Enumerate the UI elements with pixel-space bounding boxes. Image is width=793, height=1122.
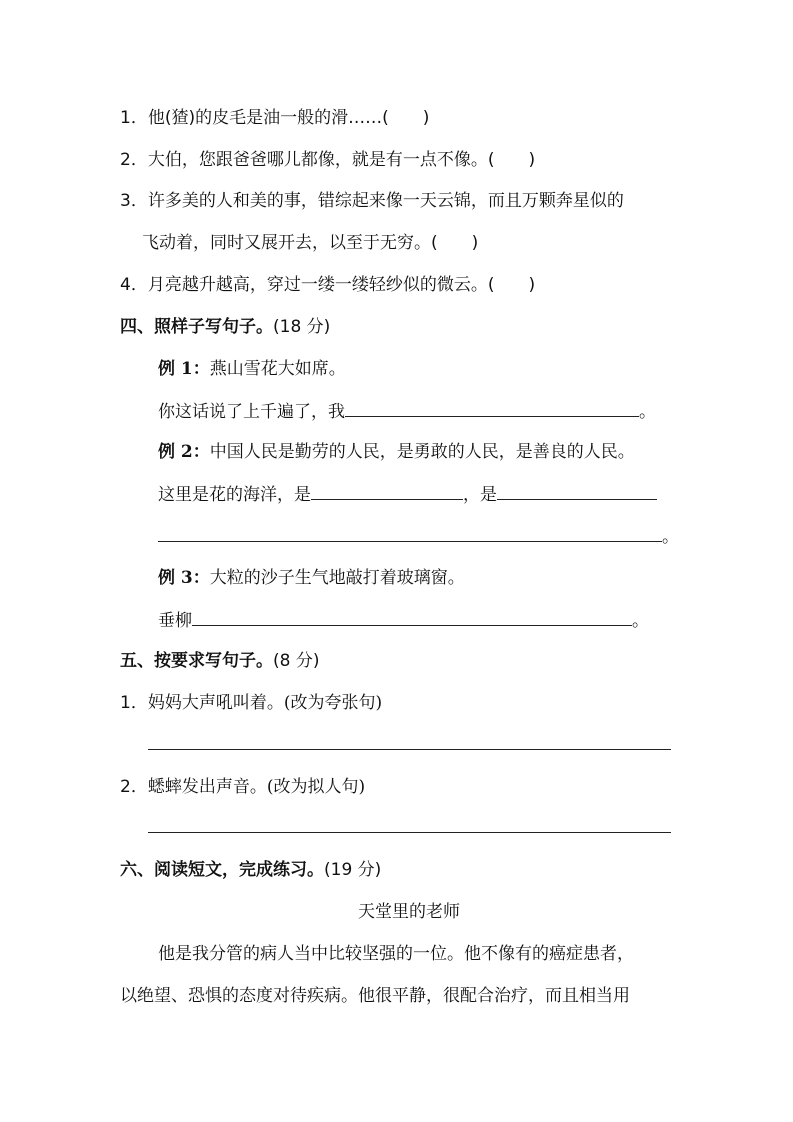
example-label: 例 2： [158, 442, 210, 462]
section-title: 四、照样子写句子。 [120, 317, 273, 337]
exercise-prompt: 你这话说了上千遍了，我 [158, 402, 345, 422]
question-item-3-continuation: 飞动着，同时又展开去，以至于无穷。( ) [142, 233, 479, 253]
section-score: (19 分) [324, 860, 382, 880]
answer-blank[interactable] [158, 524, 662, 542]
example-2 [158, 440, 635, 464]
answer-blank[interactable] [345, 399, 639, 417]
question-text: 许多美的人和美的事，错综起来像一天云锦，而且万颗奔星似的 [147, 191, 624, 211]
section-heading-4 [120, 315, 330, 339]
question-text: 月亮越升越高，穿过一缕一缕轻纱似的微云。( ) [147, 275, 536, 295]
question-number: 1． [120, 693, 148, 713]
question-text: 他(猹)的皮毛是油一般的滑……( ) [147, 108, 430, 128]
section-score: (8 分) [273, 651, 320, 671]
question-number: 3． [120, 191, 148, 211]
question-item-2 [120, 148, 535, 172]
section-score: (18 分) [273, 317, 331, 337]
question-text: 大伯，您跟爸爸哪儿都像，就是有一点不像。( ) [147, 150, 536, 170]
question-text: 妈妈大声吼叫着。 [147, 693, 284, 713]
section-title: 五、按要求写句子。 [120, 651, 273, 671]
period: 。 [639, 402, 656, 422]
question-5-2 [120, 775, 365, 799]
exercise-prompt: 垂柳 [158, 611, 192, 631]
answer-blank[interactable] [192, 608, 632, 626]
question-number: 2． [120, 150, 148, 170]
question-5-1 [120, 691, 382, 715]
exercise-2-continuation [158, 524, 679, 549]
question-item-4 [120, 273, 535, 297]
passage-line-2: 以绝望、恐惧的态度对待疾病。他很平静，很配合治疗，而且相当用 [120, 986, 630, 1006]
question-number: 2． [120, 777, 148, 797]
period: 。 [632, 611, 649, 631]
answer-blank[interactable] [497, 482, 657, 500]
period: 。 [662, 527, 679, 547]
example-label: 例 3： [158, 568, 210, 588]
exercise-prompt: 这里是花的海洋，是 [158, 485, 311, 505]
question-item-1 [120, 106, 429, 130]
answer-line[interactable] [148, 749, 671, 750]
question-hint: (改为夸张句) [283, 693, 383, 713]
section-title: 六、阅读短文，完成练习。 [120, 860, 324, 880]
section-heading-5 [120, 649, 319, 673]
question-hint: (改为拟人句) [266, 777, 366, 797]
section-heading-6 [120, 858, 381, 882]
question-number: 1． [120, 108, 148, 128]
example-label: 例 1： [158, 359, 210, 379]
example-1 [158, 357, 346, 381]
exercise-3 [158, 608, 649, 633]
question-text: 蟋蟀发出声音。 [147, 777, 267, 797]
example-text: 中国人民是勤劳的人民，是勇敢的人民，是善良的人民。 [209, 442, 635, 462]
example-text: 燕山雪花大如席。 [209, 359, 346, 379]
question-item-3 [120, 189, 624, 213]
exercise-2 [158, 482, 657, 507]
question-number: 4． [120, 275, 148, 295]
example-text: 大粒的沙子生气地敲打着玻璃窗。 [209, 568, 465, 588]
passage-line-1: 他是我分管的病人当中比较坚强的一位。他不像有的癌症患者， [158, 944, 634, 964]
exercise-1 [158, 399, 656, 424]
answer-line[interactable] [148, 832, 671, 833]
example-3 [158, 566, 465, 590]
exercise-connector: ，是 [463, 485, 497, 505]
answer-blank[interactable] [311, 482, 463, 500]
passage-title: 天堂里的老师 [358, 902, 460, 922]
